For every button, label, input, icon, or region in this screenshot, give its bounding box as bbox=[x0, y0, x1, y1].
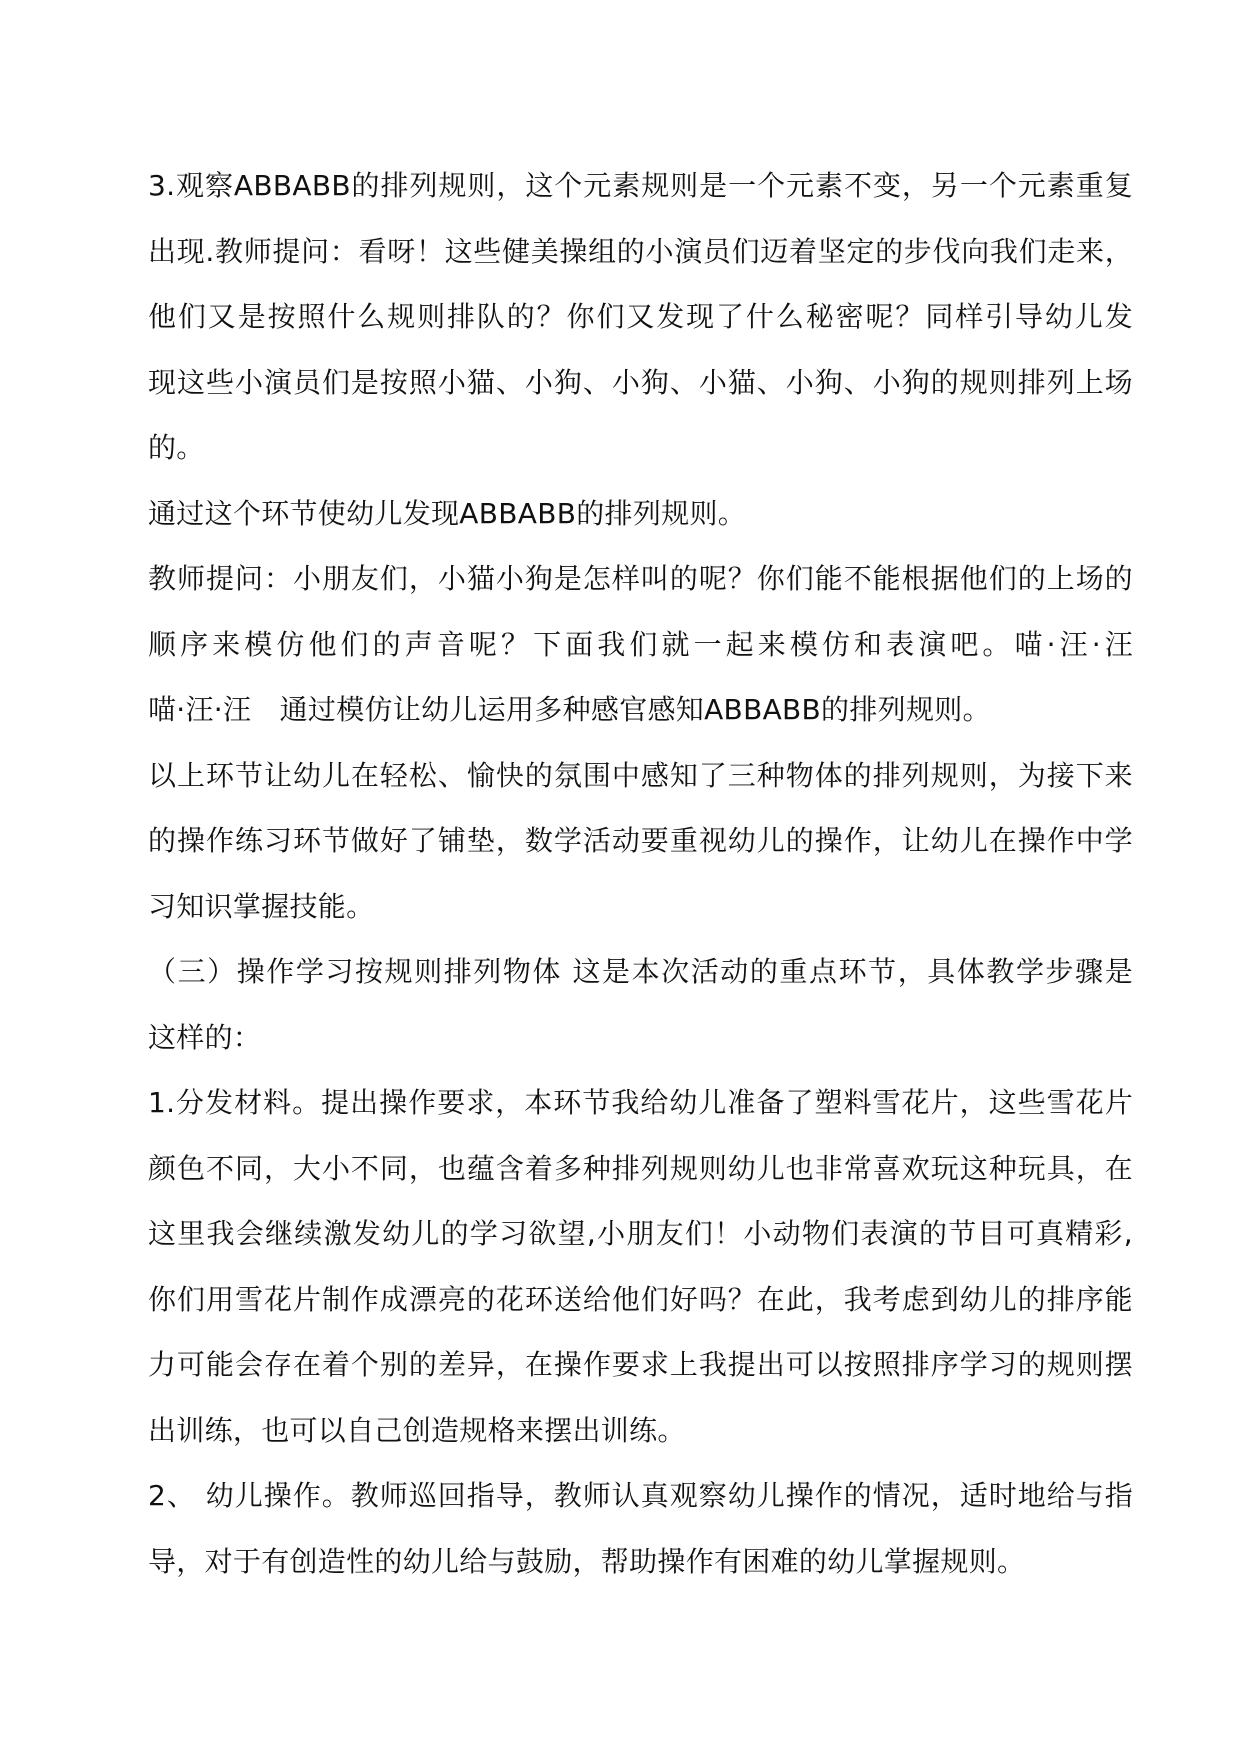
text-line: 通过这个环节使幼儿发现ABBABB的排列规则。 bbox=[148, 496, 747, 530]
text-line: 你们用雪花片制作成漂亮的花环送给他们好吗？在此，我考虑到幼儿的排序能 bbox=[148, 1282, 1133, 1316]
text-line: 出现.教师提问：看呀！这些健美操组的小演员们迈着坚定的步伐向我们走来， bbox=[148, 234, 1133, 268]
text-line: 这里我会继续激发幼儿的学习欲望,小朋友们！小动物们表演的节目可真精彩, bbox=[148, 1217, 1133, 1250]
text-line: 现这些小演员们是按照小猫、小狗、小狗、小猫、小狗、小狗的规则排列上场 bbox=[148, 365, 1133, 399]
paragraph-imitate-sounds bbox=[148, 546, 1133, 743]
text-line: 以上环节让幼儿在轻松、愉快的氛围中感知了三种物体的排列规则，为接下来 bbox=[148, 758, 1133, 792]
text-line: 2、 幼儿操作。教师巡回指导，教师认真观察幼儿操作的情况，适时地给与指 bbox=[148, 1479, 1133, 1512]
paragraph-observe-abbabb bbox=[148, 153, 1133, 481]
paragraph-distribute-materials bbox=[148, 1070, 1133, 1463]
paragraph-discover-rule bbox=[148, 481, 1133, 547]
text-line: 他们又是按照什么规则排队的？你们又发现了什么秘密呢？同样引导幼儿发 bbox=[148, 300, 1133, 333]
text-line: 导，对于有创造性的幼儿给与鼓励，帮助操作有困难的幼儿掌握规则。 bbox=[148, 1544, 1026, 1578]
text-line: 喵·汪·汪 通过模仿让幼儿运用多种感官感知ABBABB的排列规则。 bbox=[148, 693, 991, 726]
text-line: 教师提问：小朋友们，小猫小狗是怎样叫的呢？你们能不能根据他们的上场的 bbox=[148, 562, 1133, 595]
document-body bbox=[148, 153, 1133, 1594]
paragraph-section-three-heading bbox=[148, 939, 1133, 1070]
text-line: 的。 bbox=[148, 431, 205, 464]
paragraph-summary bbox=[148, 743, 1133, 940]
text-line: 的操作练习环节做好了铺垫，数学活动要重视幼儿的操作，让幼儿在操作中学 bbox=[148, 824, 1133, 857]
text-line: 这样的： bbox=[148, 1020, 262, 1054]
text-line: 顺序来模仿他们的声音呢？下面我们就一起来模仿和表演吧。喵·汪·汪 bbox=[148, 627, 1133, 661]
text-line: 1.分发材料。提出操作要求，本环节我给幼儿准备了塑料雪花片，这些雪花片 bbox=[148, 1086, 1133, 1119]
text-line: 力可能会存在着个别的差异，在操作要求上我提出可以按照排序学习的规则摆 bbox=[148, 1348, 1133, 1381]
text-line: （三）操作学习按规则排列物体 这是本次活动的重点环节，具体教学步骤是 bbox=[148, 955, 1133, 988]
paragraph-children-operate bbox=[148, 1463, 1133, 1594]
text-line: 习知识掌握技能。 bbox=[148, 889, 375, 923]
text-line: 颜色不同，大小不同，也蕴含着多种排列规则幼儿也非常喜欢玩这种玩具，在 bbox=[148, 1151, 1133, 1185]
text-line: 出训练，也可以自己创造规格来摆出训练。 bbox=[148, 1413, 686, 1447]
text-line: 3.观察ABBABB的排列规则，这个元素规则是一个元素不变，另一个元素重复 bbox=[148, 169, 1133, 202]
